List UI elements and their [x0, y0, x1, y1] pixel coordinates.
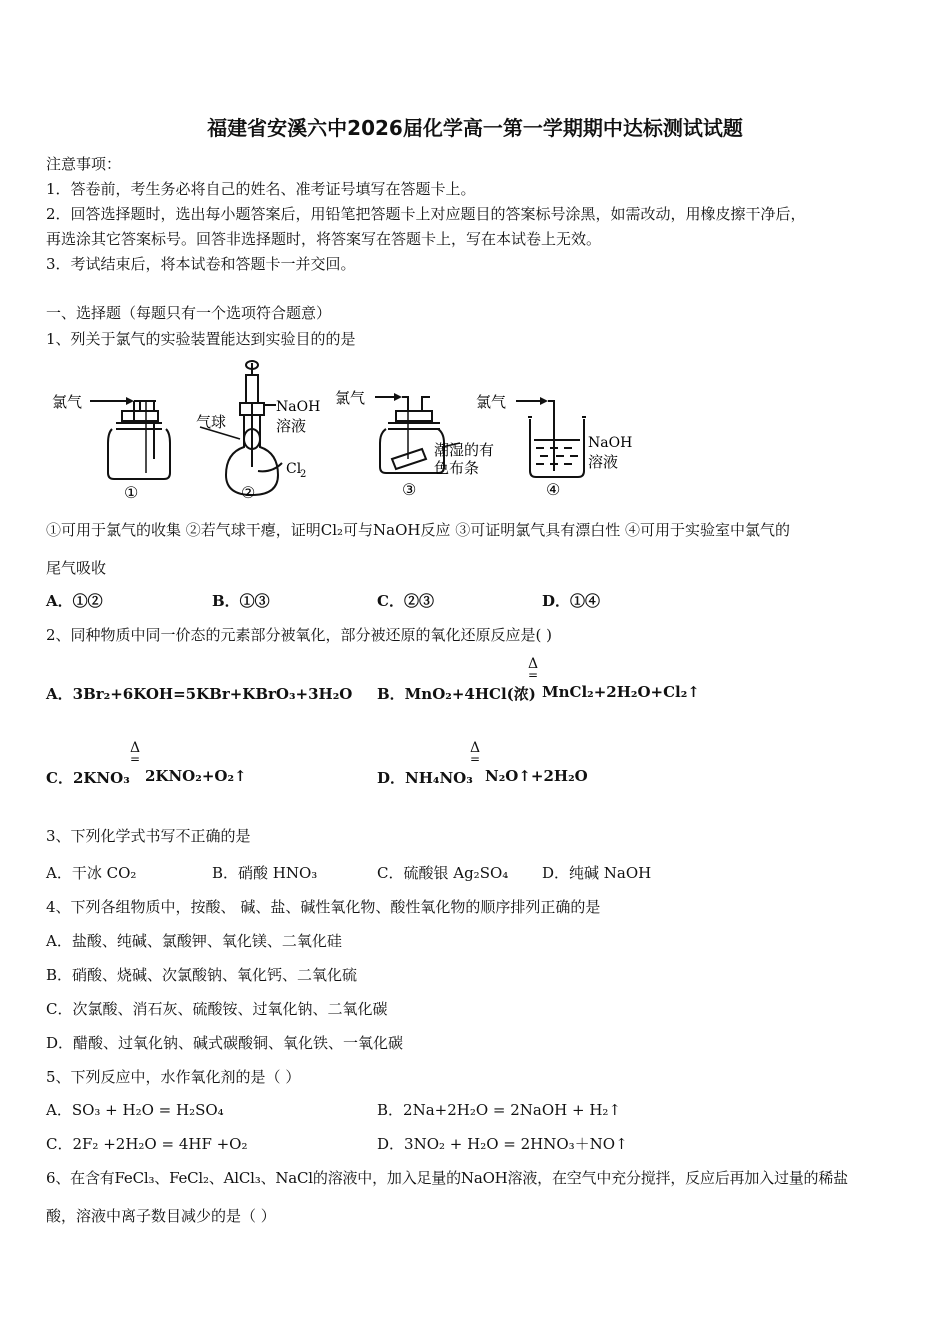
heat-condition-d: Δ =	[469, 740, 481, 766]
q3-stem: 3、下列化学式书写不正确的是	[46, 827, 251, 845]
q1-option-b[interactable]: B．①③	[212, 592, 270, 610]
label-cl2-sub: 2	[300, 469, 307, 480]
q1-apparatus-figure	[50, 355, 650, 505]
q2-option-c-left[interactable]: C．2KNO₃	[46, 769, 130, 787]
q5-stem: 5、下列反应中，水作氧化剂的是（ ）	[46, 1068, 301, 1086]
q5-option-c[interactable]: C．2F₂ +2H₂O = 4HF +O₂	[46, 1135, 248, 1153]
section-heading: 一、选择题（每题只有一个选项符合题意）	[46, 304, 332, 322]
q1-option-a[interactable]: A．①②	[46, 592, 103, 610]
q2-option-a[interactable]: A．3Br₂+6KOH=5KBr+KBrO₃+3H₂O	[46, 685, 353, 703]
label-num-2: ②	[241, 483, 256, 502]
q6-stem-cont: 酸，溶液中离子数目减少的是（ ）	[46, 1207, 276, 1225]
label-num-3: ③	[402, 480, 417, 499]
q3-option-b[interactable]: B．硝酸 HNO₃	[212, 864, 318, 882]
q2-option-b-right: MnCl₂+2H₂O+Cl₂↑	[542, 683, 700, 701]
heat-condition-b: Δ =	[527, 656, 539, 682]
notice-item: 3．考试结束后，将本试卷和答题卡一并交回。	[46, 255, 356, 273]
page-title: 福建省安溪六中2026届化学高一第一学期期中达标测试试题	[207, 116, 743, 140]
q4-option-b[interactable]: B．硝酸、烧碱、次氯酸钠、氧化钙、二氧化硫	[46, 966, 358, 984]
q2-option-d-left[interactable]: D．NH₄NO₃	[377, 769, 473, 787]
q2-option-d-right: N₂O↑+2H₂O	[485, 767, 588, 785]
q3-option-a[interactable]: A．干冰 CO₂	[46, 864, 137, 882]
notice-item: 1．答卷前，考生务必将自己的姓名、准考证号填写在答题卡上。	[46, 180, 476, 198]
q1-option-d[interactable]: D．①④	[542, 592, 601, 610]
q5-option-a[interactable]: A．SO₃ + H₂O = H₂SO₄	[46, 1101, 224, 1119]
q4-stem: 4、下列各组物质中，按酸、 碱、盐、碱性氧化物、酸性氧化物的顺序排列正确的是	[46, 898, 601, 916]
q2-stem: 2、同种物质中同一价态的元素部分被氧化，部分被还原的氧化还原反应是( )	[46, 626, 553, 644]
label-wet-cloth-b: 色布条	[434, 459, 480, 477]
notice-item: 再选涂其它答案标号。回答非选择题时，将答案写在答题卡上，写在本试卷上无效。	[46, 230, 602, 248]
label-solution-a: 溶液	[276, 417, 307, 435]
label-chlorine-3: 氯气	[335, 389, 366, 407]
label-naoh-a: NaOH	[276, 399, 321, 415]
q2-option-c-right: 2KNO₂+O₂↑	[145, 767, 247, 785]
q4-option-c[interactable]: C．次氯酸、消石灰、硫酸铵、过氧化钠、二氧化碳	[46, 1000, 388, 1018]
label-num-1: ①	[124, 483, 139, 502]
label-solution-b: 溶液	[588, 453, 619, 471]
label-chlorine-1: 氯气	[52, 393, 83, 411]
q1-option-c[interactable]: C．②③	[377, 592, 434, 610]
label-cl2-formula: Cl	[286, 461, 302, 477]
notice-item: 2．回答选择题时，选出每小题答案后，用铅笔把答题卡上对应题目的答案标号涂黑，如需改动，用橡皮擦干净后，	[46, 205, 806, 223]
q1-description-cont: 尾气吸收	[46, 559, 107, 577]
notice-heading: 注意事项：	[46, 155, 122, 173]
q5-option-b[interactable]: B．2Na+2H₂O = 2NaOH + H₂↑	[377, 1101, 621, 1119]
q3-option-c[interactable]: C．硫酸银 Ag₂SO₄	[377, 864, 509, 882]
label-chlorine-4: 氯气	[476, 393, 507, 411]
q1-description: ①可用于氯气的收集 ②若气球干瘪，证明Cl₂可与NaOH反应 ③可证明氯气具有漂白性 ④可用于实验室中氯气的	[46, 521, 791, 539]
q2-option-b-left[interactable]: B．MnO₂+4HCl(浓)	[377, 685, 536, 703]
label-num-4: ④	[546, 480, 561, 499]
q3-option-d[interactable]: D．纯碱 NaOH	[542, 864, 652, 882]
label-balloon: 气球	[196, 413, 227, 431]
q6-stem: 6、在含有FeCl₃、FeCl₂、AlCl₃、NaCl的溶液中，加入足量的NaOH溶液，在空气中充分搅拌，反应后再加入过量的稀盐	[46, 1169, 848, 1187]
heat-condition-c: Δ =	[129, 740, 141, 766]
q4-option-d[interactable]: D．醋酸、过氧化钠、碱式碳酸铜、氧化铁、一氧化碳	[46, 1034, 404, 1052]
q4-option-a[interactable]: A．盐酸、纯碱、氯酸钾、氧化镁、二氧化硅	[46, 932, 342, 950]
q1-stem: 1、列关于氯气的实验装置能达到实验目的的是	[46, 330, 356, 348]
label-naoh-b: NaOH	[588, 435, 633, 451]
label-wet-cloth-a: 潮湿的有	[434, 441, 495, 459]
q5-option-d[interactable]: D．3NO₂ + H₂O = 2HNO₃＋NO↑	[377, 1135, 628, 1153]
